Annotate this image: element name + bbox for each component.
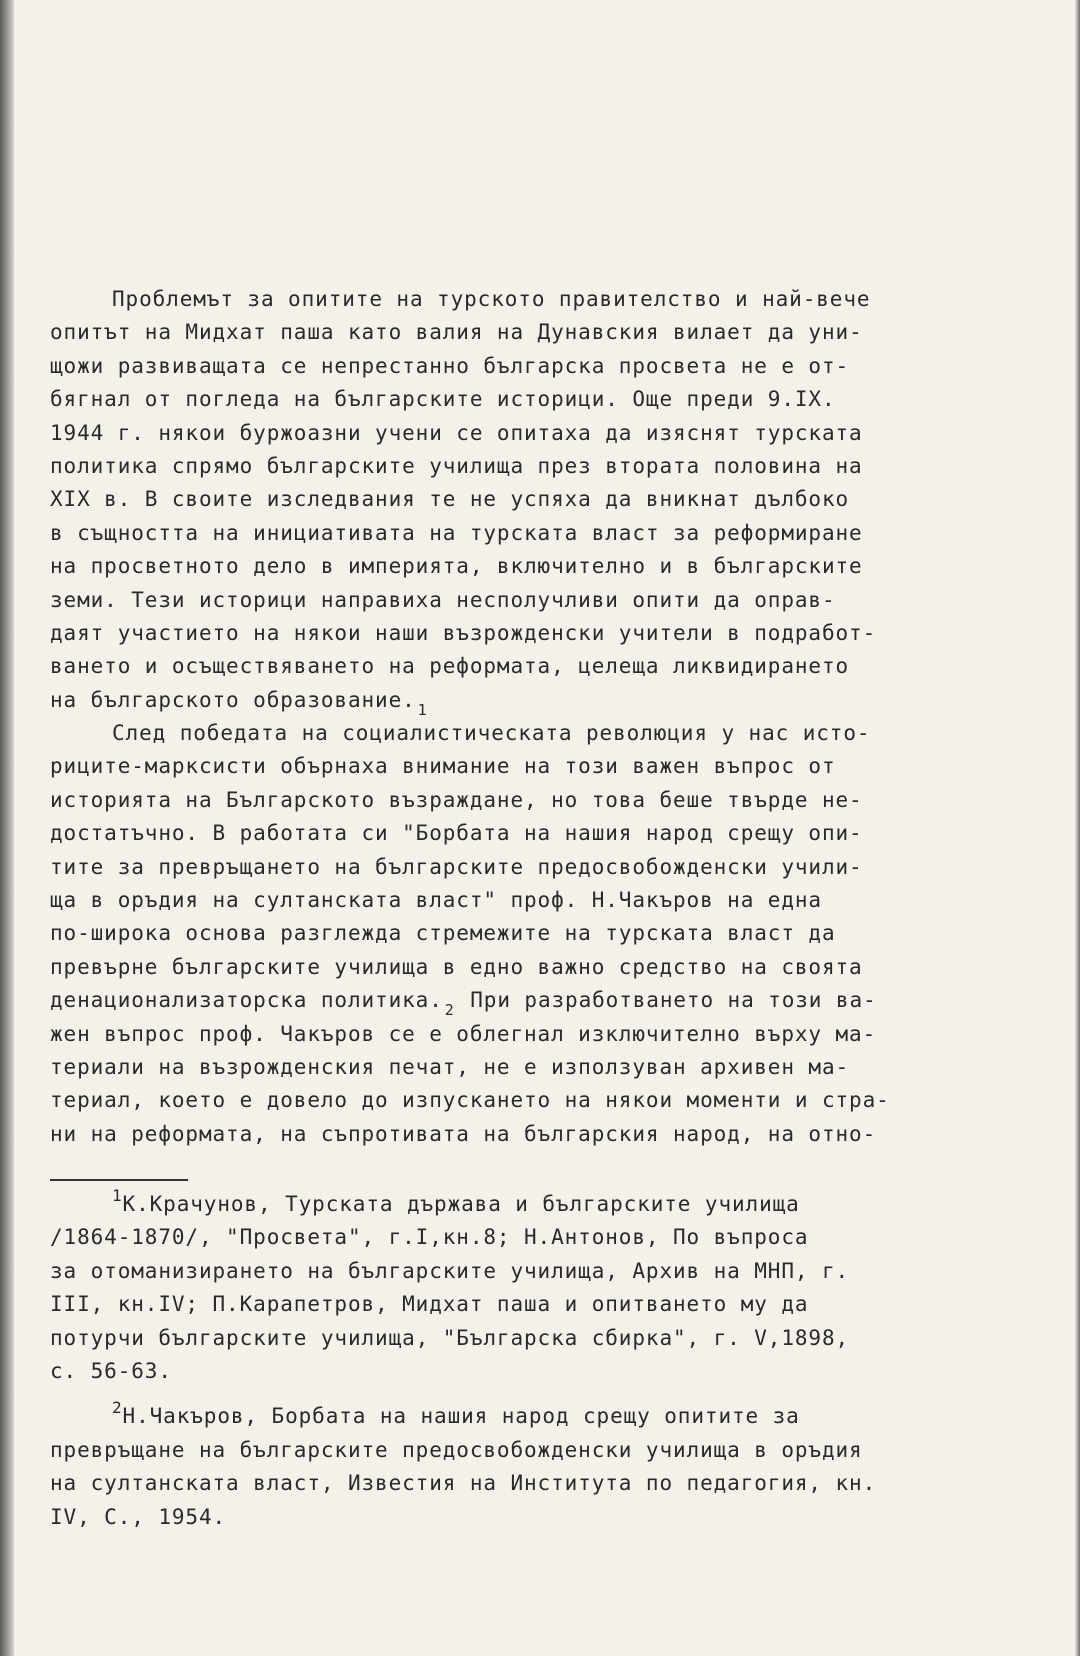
- main-text: [50, 283, 1000, 1151]
- text-line: XIX в. В своите изследвания те не успяха да вникнат дълбоко: [50, 487, 850, 512]
- footnote-2: [50, 1400, 1000, 1433]
- text-line-content: на българското образование.: [50, 687, 416, 712]
- footnote-line: с. 56-63.: [50, 1358, 172, 1383]
- text-line: бягнал от погледа на българските историци. Още преди 9.IX.: [50, 387, 836, 412]
- text-line: териал, което е довело до изпускането на някои моменти и стра-: [50, 1088, 890, 1113]
- footnote-reference: 1: [417, 700, 428, 719]
- text-line: опитът на Мидхат паша като валия на Дунавския вилает да уни-: [50, 320, 863, 345]
- text-line: политика спрямо българските училища през втората половина на: [50, 453, 863, 478]
- footnote-line: превръщане на българските предосвобожденски училища в оръдия: [50, 1437, 863, 1462]
- footnote-line: на султанската власт, Известия на Института по педагогия, кн.: [50, 1471, 877, 1496]
- text-line: риците-марксисти обърнаха внимание на този важен въпрос от: [50, 754, 836, 779]
- text-line: по-широка основа разглежда стремежите на турската власт да: [50, 921, 836, 946]
- footnote-divider: [50, 1179, 188, 1181]
- text-line: След победата на социалистическата революция у нас исто-: [112, 721, 871, 746]
- footnotes: [50, 1188, 1000, 1534]
- text-line: достатъчно. В работата си "Борбата на нашия народ срещу опи-: [50, 821, 863, 846]
- text-line: ването и осъществяването на реформата, целеща ликвидирането: [50, 654, 850, 679]
- text-line-content: денационализаторска политика.: [50, 988, 443, 1013]
- text-line-content: При разработването на този ва-: [470, 988, 877, 1013]
- text-line: даят участието на някои наши възрожденски учители в подработ-: [50, 620, 877, 645]
- text-line: [50, 984, 1000, 1020]
- text-line: ща в оръдия на султанската власт" проф. Н.Чакъров на една: [50, 888, 822, 913]
- text-line: ни на реформата, на съпротивата на българския народ, на отно-: [50, 1121, 877, 1146]
- text-line: историята на Българското възраждане, но това беше твърде не-: [50, 787, 863, 812]
- footnote-line: IV, С., 1954.: [50, 1504, 227, 1529]
- text-line: 1944 г. някои буржоазни учени се опитаха да изяснят турската: [50, 420, 863, 445]
- footnote-line: /1864-1870/, "Просвета", г.I,кн.8; Н.Антонов, По въпроса: [50, 1225, 809, 1250]
- text-line: тите за превръщането на българските предосвобожденски учили-: [50, 854, 863, 879]
- footnote-text: Н.Чакъров, Борбата на нашия народ срещу опитите за: [122, 1404, 800, 1429]
- footnote-line: за отоманизирането на българските училища, Архив на МНП, г.: [50, 1258, 850, 1283]
- text-line: жен въпрос проф. Чакъров се е облегнал изключително върху ма-: [50, 1021, 877, 1046]
- page-edge: [1075, 0, 1080, 1656]
- text-line: превърне българските училища в едно важно средство на своята: [50, 954, 863, 979]
- footnote-gap: [50, 1388, 1000, 1400]
- text-line: земи. Тези историци направиха несполучливи опити да оправ-: [50, 587, 836, 612]
- footnote-line: III, кн.IV; П.Карапетров, Мидхат паша и опитването му да: [50, 1292, 809, 1317]
- text-line: [50, 684, 1000, 717]
- text-line: Проблемът за опитите на турското правителство и най-вече: [112, 287, 871, 311]
- footnote-reference: 2: [444, 1001, 455, 1020]
- text-line: щожи развиващата се непрестанно българска просвета не е от-: [50, 353, 850, 378]
- footnote-1: [50, 1188, 1000, 1221]
- text-line: в същността на инициативата на турската власт за реформиране: [50, 520, 863, 545]
- footnote-text: К.Крачунов, Турската държава и българските училища: [122, 1192, 800, 1216]
- book-spine-shadow: [0, 0, 14, 1656]
- footnote-marker: 1: [112, 1186, 123, 1205]
- text-line: на просветното дело в империята, включително и в българските: [50, 554, 863, 579]
- footnote-marker: 2: [112, 1398, 123, 1418]
- text-line: териали на възрожденския печат, не е използуван архивен ма-: [50, 1054, 850, 1079]
- footnote-line: потурчи българските училища, "Българска сбирка", г. V,1898,: [50, 1325, 850, 1350]
